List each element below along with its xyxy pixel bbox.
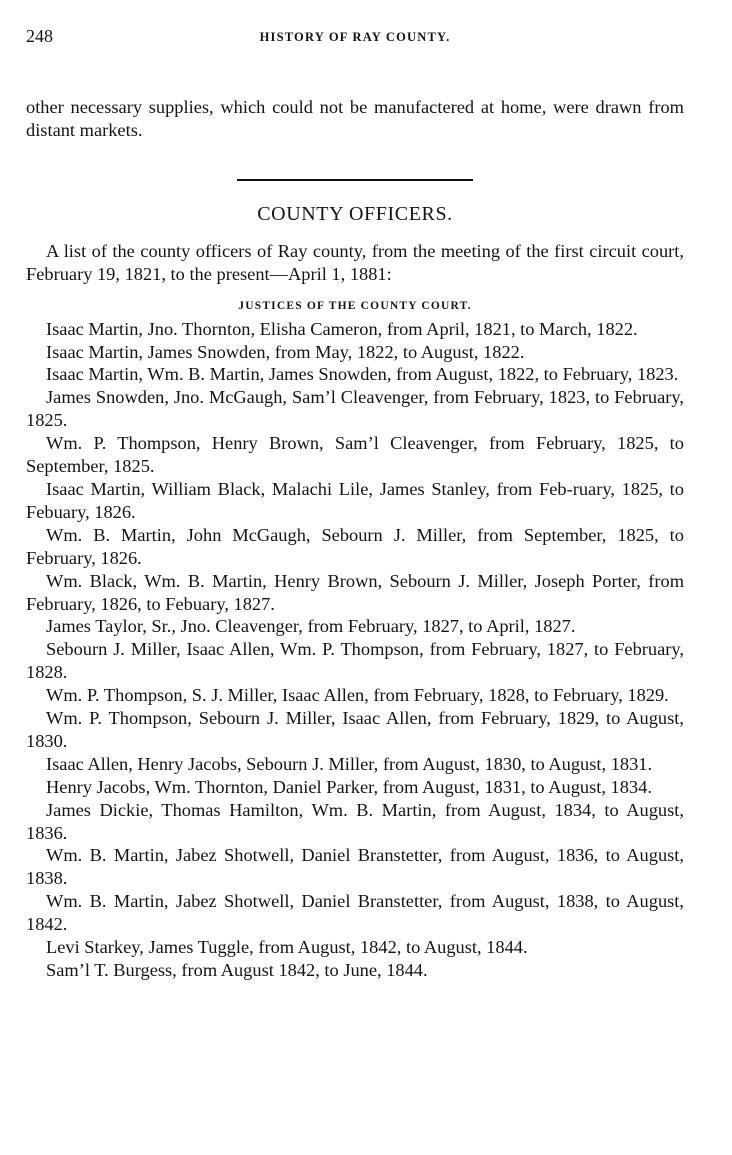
page-number: 248 bbox=[26, 26, 53, 46]
subheading: JUSTICES OF THE COUNTY COURT. bbox=[238, 299, 472, 312]
list-item: Sebourn J. Miller, Isaac Allen, Wm. P. Thompson, from February, 1827, to February, 1828. bbox=[26, 639, 684, 683]
continuation-paragraph: other necessary supplies, which could not be manufactered at home, were drawn from distant markets. bbox=[26, 97, 684, 140]
list-item: James Dickie, Thomas Hamilton, Wm. B. Martin, from August, 1834, to August, 1836. bbox=[26, 799, 684, 843]
list-item: Wm. P. Thompson, Henry Brown, Sam’l Cleavenger, from February, 1825, to September, 1825. bbox=[26, 433, 684, 477]
entries-list bbox=[26, 318, 684, 982]
list-item: Sam’l T. Burgess, from August 1842, to June, 1844. bbox=[46, 960, 428, 980]
running-header bbox=[26, 22, 684, 52]
list-item: Wm. B. Martin, Jabez Shotwell, Daniel Branstetter, from August, 1838, to August, 1842. bbox=[26, 891, 684, 935]
list-item: Wm. B. Martin, John McGaugh, Sebourn J. Miller, from September, 1825, to February, 1826. bbox=[26, 524, 684, 568]
list-item: Wm. P. Thompson, Sebourn J. Miller, Isaac Allen, from February, 1829, to August, 1830. bbox=[26, 708, 684, 751]
list-item: Henry Jacobs, Wm. Thornton, Daniel Parker, from August, 1831, to August, 1834. bbox=[46, 776, 652, 797]
document-page bbox=[26, 22, 684, 982]
list-item: Wm. P. Thompson, S. J. Miller, Isaac Allen, from February, 1828, to February, 1829. bbox=[46, 685, 669, 706]
list-item: Isaac Martin, Jno. Thornton, Elisha Cameron, from April, 1821, to March, 1822. bbox=[46, 318, 638, 339]
list-item: James Snowden, Jno. McGaugh, Sam’l Cleavenger, from February, 1823, to February, 1825. bbox=[26, 387, 684, 431]
list-item: Isaac Martin, Wm. B. Martin, James Snowden, from August, 1822, to February, 1823. bbox=[46, 364, 679, 385]
section-title: COUNTY OFFICERS. bbox=[257, 202, 453, 225]
list-item: Isaac Martin, James Snowden, from May, 1822, to August, 1822. bbox=[46, 341, 525, 362]
running-title: HISTORY OF RAY COUNTY. bbox=[259, 30, 451, 44]
list-item: Isaac Allen, Henry Jacobs, Sebourn J. Miller, from August, 1830, to August, 1831. bbox=[46, 753, 653, 774]
intro-paragraph: A list of the county officers of Ray county, from the meeting of the first circuit court, February 19, 1821, to the present—April 1, 1881: bbox=[26, 240, 684, 284]
list-item: Wm. B. Martin, Jabez Shotwell, Daniel Branstetter, from August, 1836, to August, 1838. bbox=[26, 845, 684, 889]
list-item: Levi Starkey, James Tuggle, from August, 1842, to August, 1844. bbox=[46, 937, 528, 958]
list-item: Wm. Black, Wm. B. Martin, Henry Brown, Sebourn J. Miller, Joseph Porter, from February, 1826, to Febuary, 1827. bbox=[26, 570, 684, 614]
section-divider bbox=[237, 179, 473, 181]
list-item: Isaac Martin, William Black, Malachi Lile, James Stanley, from Feb-ruary, 1825, to Febuary, 1826. bbox=[26, 478, 684, 522]
list-item: James Taylor, Sr., Jno. Cleavenger, from February, 1827, to April, 1827. bbox=[46, 616, 576, 637]
